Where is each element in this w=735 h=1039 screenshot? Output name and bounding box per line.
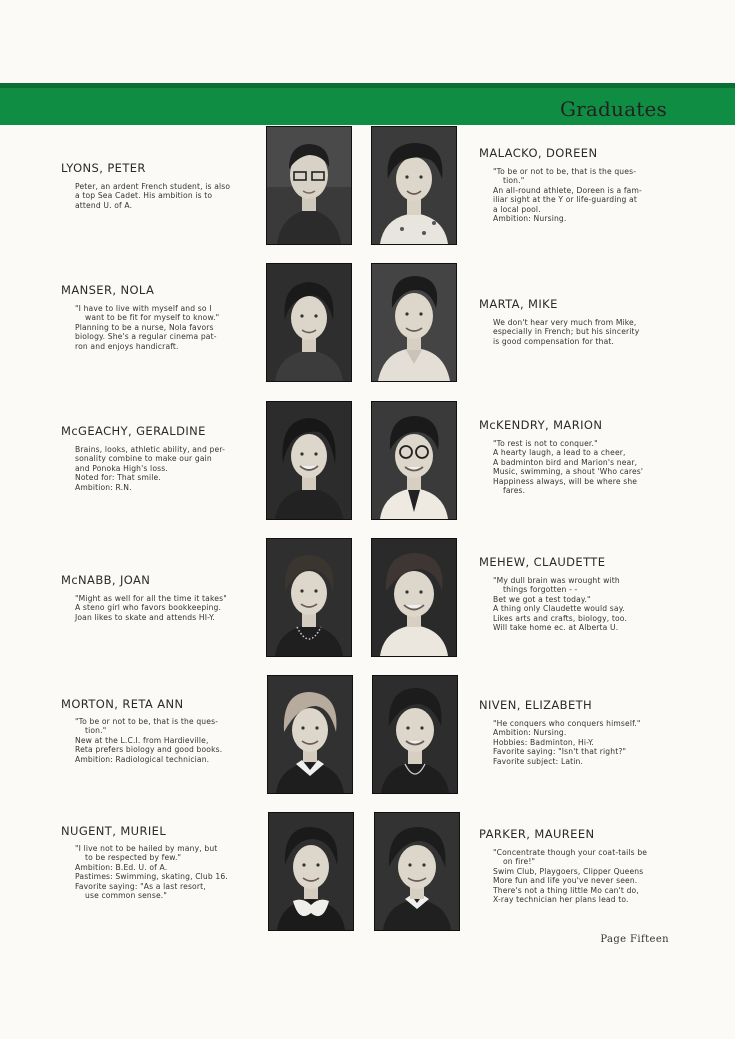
page-title: Graduates [559, 97, 667, 121]
student-name: MARTA, MIKE [479, 297, 558, 311]
student-name: MANSER, NOLA [61, 283, 155, 297]
student-bio: "To be or not to be, that is the ques- tion." An all-round athlete, Doreen is a fam- iliar sight at the Y or life-guarding at a local pool. Ambition: Nursing. [493, 167, 642, 224]
student-photo [266, 263, 352, 382]
student-name: MORTON, RETA ANN [61, 697, 184, 711]
student-bio: Brains, looks, athletic ability, and per- sonality combine to make our gain and Ponoka High's loss. Noted for: That smile. Ambition: R.N. [75, 445, 225, 492]
student-name: McNABB, JOAN [61, 573, 151, 587]
student-bio: "I live not to be hailed by many, but to be respected by few." Ambition: B.Ed. U. of A. Pastimes: Swimming, skating, Club 16. Favorite saying: "As a last resort, use common sense." [75, 844, 228, 901]
student-bio: "I have to live with myself and so I want to be fit for myself to know." Planning to be a nurse, Nola favors biology. She's a regular cinema pat- ron and enjoys handicraft. [75, 304, 220, 351]
student-photo [371, 126, 457, 245]
student-name: McKENDRY, MARION [479, 418, 603, 432]
student-bio: "Might as well for all the time it takes" A steno girl who favors bookkeeping. Joan likes to skate and attends HI-Y. [75, 594, 227, 622]
student-name: MEHEW, CLAUDETTE [479, 555, 606, 569]
student-bio: "Concentrate though your coat-tails be on fire!" Swim Club, Playgoers, Clipper Queens More fun and life you've never seen. There's not a thing little Mo can't do, X-ray technician her plans lead to. [493, 848, 648, 905]
student-photo [374, 812, 460, 931]
page-number: Page Fifteen [600, 934, 669, 945]
student-photo [372, 675, 458, 794]
student-bio: "To be or not to be, that is the ques- tion." New at the L.C.I. from Hardieville, Reta prefers biology and good books. Ambition: Radiological technician. [75, 717, 223, 764]
student-bio: We don't hear very much from Mike, especially in French; but his sincerity is good compensation for that. [493, 318, 640, 346]
student-bio: "To rest is not to conquer." A hearty laugh, a lead to a cheer, A badminton bird and Marion's near, Music, swimming, a shout 'Who cares' Happiness always, will be where she fares. [493, 439, 644, 496]
student-bio: "My dull brain was wrought with things forgotten - - Bet we got a test today." A thing only Claudette would say. Likes arts and crafts, biology, too. Will take home ec. at Alberta U. [493, 576, 628, 633]
student-name: McGEACHY, GERALDINE [61, 424, 206, 438]
student-photo [267, 675, 353, 794]
student-name: MALACKO, DOREEN [479, 146, 598, 160]
student-name: NUGENT, MURIEL [61, 824, 167, 838]
student-bio: "He conquers who conquers himself." Ambition: Nursing. Hobbies: Badminton, Hi-Y. Favorite saying: "Isn't that right?" Favorite subject: Latin. [493, 719, 641, 766]
student-photo [266, 538, 352, 657]
student-photo [371, 538, 457, 657]
student-photo [268, 812, 354, 931]
student-photo [266, 401, 352, 520]
student-photo [266, 126, 352, 245]
student-name: NIVEN, ELIZABETH [479, 698, 593, 712]
student-name: PARKER, MAUREEN [479, 827, 595, 841]
student-photo [371, 401, 457, 520]
student-bio: Peter, an ardent French student, is also a top Sea Cadet. His ambition is to attend U. of A. [75, 182, 231, 210]
student-photo [371, 263, 457, 382]
student-name: LYONS, PETER [61, 161, 146, 175]
